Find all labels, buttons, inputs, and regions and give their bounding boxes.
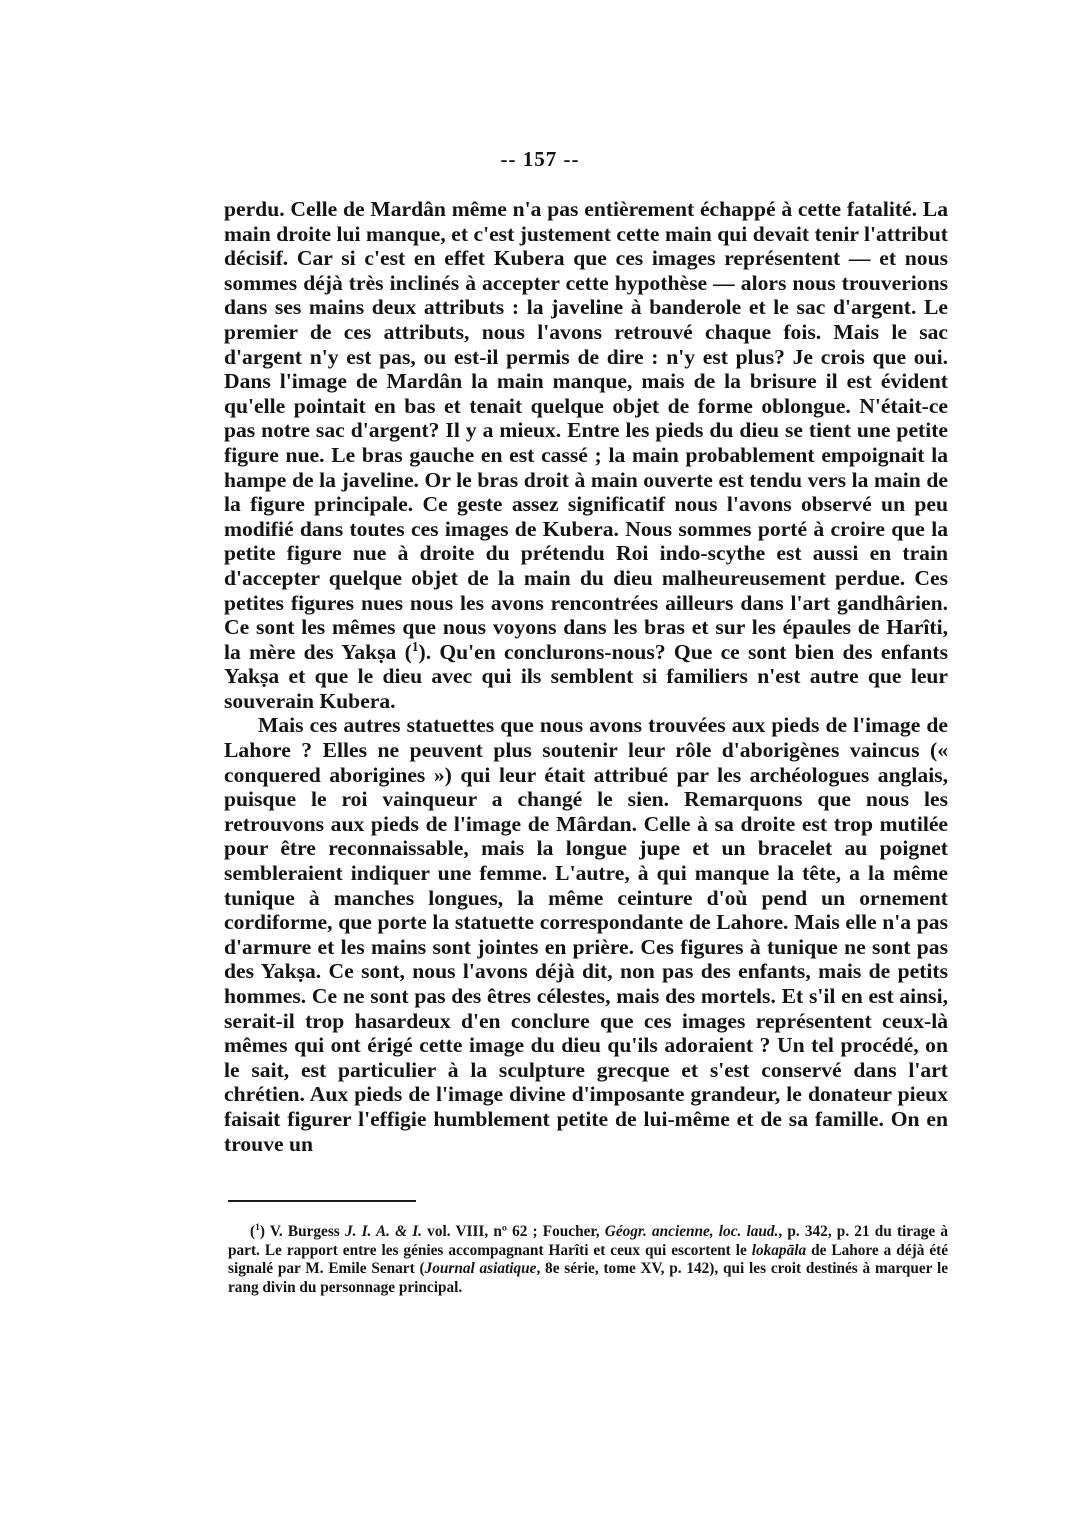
text-run: , p. 342, p. 21 du tirage à part. Le rapport entre les génies accompagnant Harîti et ceux qui escortent le — [228, 1223, 949, 1259]
text-run: de Lahore a déjà été signalé par M. Emile Senart ( — [228, 1241, 949, 1278]
text-run: perdu. Celle de Mardân même n'a pas entièrement échappé à cette fatalité. La main droite lui manque, et c'est justement cette main qui devait tenir l'attribut décisif. Car si c'est en effet Kubera que ces images représentent — et nous sommes déjà très inclinés à accepter cette hypothèse — alors nous trouverions dans ses mains deux attributs : la javeline à banderole et le sac d'argent. Le premier de ces attributs, nous l'avons retrouvé chaque fois. Mais le sac d'argent n'y est pas, ou est-il permis de dire : n'y est plus? Je crois que oui. Dans l'image de Mardân la main manque, mais de la brisure il est évident qu'elle pointait en bas et tenait quelque objet de forme oblongue. N'était-ce pas notre sac d'argent? Il y a mieux. Entre les pieds du dieu se tient une petite figure nue. Le bras gauche en est cassé ; la main probablement empoignait la hampe de la javeline. Or le bras droit à main ouverte est tendu vers la main de la figure principale. Ce geste assez significatif nous l'avons observé un peu modifié dans toutes ces images de Kubera. Nous sommes porté à croire que la petite figure nue à droite du prétendu Roi indo-scythe est aussi en train d'accepter quelque objet de la main du dieu malheureusement perdue. Ces petites figures nues nous les avons rencontrées ailleurs dans l'art gandhârien. Ce sont les mêmes que nous voyons dans les bras et sur les épaules de Harîti, la mère des Yakṣa ( — [224, 197, 948, 664]
text-run: Mais ces autres statuettes que nous avons trouvées aux pieds de l'image de Lahore ? Elles ne peuvent plus soutenir leur rôle d'aborigènes vaincus (« conquered aborigines ») qui leur était attribué par les archéologues anglais, puisque le roi vainqueur a changé le sien. Remarquons que nous les retrouvons aux pieds de l'image de Mârdan. Celle à sa droite est trop mutilée pour être reconnaissable, mais la longue jupe et un bracelet au poignet sembleraient indiquer une femme. L'autre, à qui manque la tête, a la même tunique à manches longues, la même ceinture d'où pend un ornement cordiforme, que porte la statuette correspondante de Lahore. Mais elle n'a pas d'armure et les mains sont jointes en prière. Ces figures à tunique ne sont pas des Yakṣa. Ce sont, nous l'avons déjà dit, non pas des enfants, mais de petits hommes. Ce ne sont pas des êtres célestes, mais des mortels. Et s'il en est ainsi, serait-il trop hasardeux d'en conclure que ces images représentent ceux-là mêmes qui ont érigé cette image du dieu qu'ils adoraient ? Un tel procédé, on le sait, est particulier à la sculpture grecque et s'est conservé dans l'art chrétien. Aux pieds de l'image divine d'imposante grandeur, le donateur pieux faisait figurer l'effigie humblement petite de lui-même et de sa famille. On en trouve un — [224, 713, 948, 1156]
text-run: vol. VIII, nº 62 ; Foucher, — [422, 1223, 605, 1240]
footnote-reference: 1 — [411, 638, 419, 654]
footnote-marker: 1 — [255, 1222, 260, 1233]
paragraph — [224, 197, 948, 713]
page-number: -- 157 -- — [500, 147, 580, 171]
footnote: ($^1$) V. Burgess J. I. A. & I. vol. VIII, nº 62 ; Foucher, Géogr. ancienne, loc. laud., p. 342, p. 21 du tirage à part. Le rapport entre les génies accompagnant Harîti et ceux qui escortent le lokapāla de Lahore a déjà été signalé par M. Emile Senart (Journal asiatique, 8e série, tome XV, p. 142), qui les croit destinés à marquer le rang divin du personnage principal. — [228, 1222, 949, 1296]
footnote-divider — [228, 1200, 416, 1202]
italic-text: lokapāla — [751, 1241, 807, 1259]
text-run: V. Burgess — [269, 1223, 345, 1240]
text-run: , 8e série, tome XV, p. 142), qui les croit destinés à marquer le rang divin du personnage principal. — [228, 1260, 949, 1296]
text-run: ). Qu'en conclurons-nous? Que ce sont bien des enfants Yakṣa et que le dieu avec qui ils semblent si familiers n'est autre que leur souverain Kubera. — [224, 639, 948, 713]
italic-text: Géogr. ancienne, loc. laud. — [604, 1223, 779, 1240]
footnotes — [228, 1223, 948, 1297]
paragraph — [224, 713, 948, 1156]
main-text — [224, 197, 948, 1156]
italic-text: Journal asiatique — [424, 1260, 537, 1278]
italic-text: J. I. A. & I. — [344, 1223, 423, 1240]
